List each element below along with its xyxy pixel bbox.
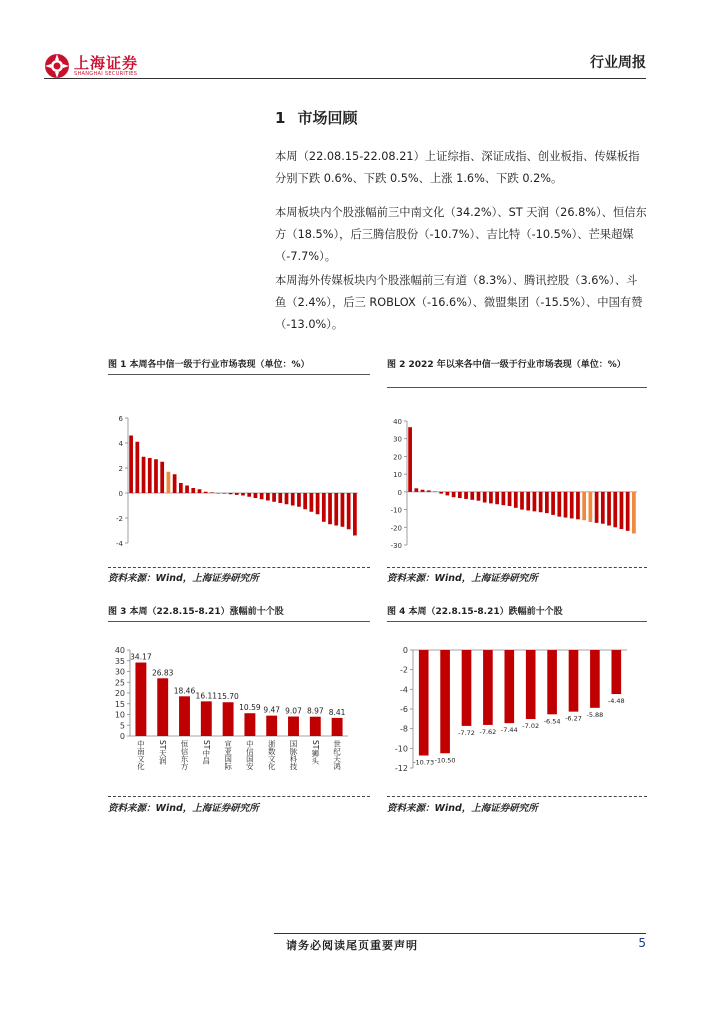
fig4-chart bbox=[387, 640, 647, 790]
fig2-source-rule bbox=[387, 567, 647, 568]
fig3-category-label: 浙数文化 bbox=[267, 740, 277, 770]
fig1-bar bbox=[185, 486, 189, 494]
fig1-bar bbox=[285, 493, 289, 504]
fig3-y-tick-label: 20 bbox=[114, 689, 125, 698]
fig2-bar bbox=[439, 492, 443, 494]
fig1-bar bbox=[235, 493, 239, 495]
fig2-chart bbox=[387, 405, 647, 560]
fig1-bar bbox=[129, 436, 133, 494]
fig4-data-label: -10.50 bbox=[434, 756, 456, 765]
fig1-bar bbox=[334, 493, 338, 526]
fig4-y-tick-label: -10 bbox=[394, 744, 408, 754]
fig4-data-label: -7.62 bbox=[479, 727, 497, 736]
fig2-bar bbox=[452, 492, 456, 497]
fig2-bar bbox=[477, 492, 481, 501]
fig1-source-rule bbox=[108, 567, 370, 568]
fig4-y-tick-label: -4 bbox=[400, 685, 408, 695]
fig4-data-label: -4.48 bbox=[607, 697, 625, 706]
fig2-bar bbox=[545, 492, 549, 513]
fig2-bar bbox=[501, 492, 505, 505]
fig4-y-tick-label: -8 bbox=[400, 724, 408, 734]
fig2-bar bbox=[533, 492, 537, 511]
fig2-bar bbox=[570, 492, 574, 519]
fig2-y-tick-label: 30 bbox=[393, 435, 402, 444]
fig3-category-label: 中信国安 bbox=[245, 740, 255, 770]
fig1-bar bbox=[229, 493, 233, 494]
fig3-data-label: 16.11 bbox=[195, 691, 218, 701]
fig3-y-tick-label: 5 bbox=[119, 721, 125, 731]
fig3-bar bbox=[288, 716, 299, 736]
fig3-y-tick-label: 15 bbox=[114, 699, 125, 709]
paragraph-overseas-stocks: 本周海外传媒板块内个股涨幅前三有道（8.3%）、腾讯控股（3.6%）、斗鱼（2.4%），后三 ROBLOX（-16.6%）、微盟集团（-15.5%）、中国有赞（-13.0%）。 bbox=[275, 274, 643, 331]
fig2-bar bbox=[489, 492, 493, 504]
fig1-chart bbox=[108, 400, 370, 560]
fig4-bar bbox=[419, 650, 429, 756]
fig1-bar bbox=[222, 493, 226, 494]
fig1-bar bbox=[278, 493, 282, 503]
fig2-y-tick-label: -10 bbox=[390, 506, 402, 515]
fig1-bar bbox=[191, 488, 195, 493]
fig1-bar bbox=[148, 458, 152, 493]
fig1-bar bbox=[160, 462, 164, 493]
fig3-y-tick-label: 10 bbox=[114, 710, 125, 720]
fig3-category-label: 宣亚国际 bbox=[223, 740, 233, 770]
fig3-bar bbox=[201, 701, 212, 736]
fig2-bar bbox=[526, 492, 530, 511]
fig2-bar bbox=[514, 492, 518, 508]
fig1-y-tick-label: -4 bbox=[116, 540, 123, 548]
fig3-chart bbox=[108, 640, 370, 790]
fig3-category-label: 恒信东方 bbox=[180, 740, 189, 770]
fig1-y-tick-label: 6 bbox=[118, 415, 123, 423]
logo-subtext: SHANGHAI SECURITIES bbox=[74, 70, 138, 77]
fig1-bar bbox=[347, 493, 351, 529]
fig2-bar bbox=[433, 492, 437, 493]
fig1-bar bbox=[167, 472, 171, 493]
fig1-bar bbox=[241, 493, 245, 496]
fig1-bar bbox=[341, 493, 345, 527]
fig1-bar bbox=[322, 493, 326, 522]
fig1-y-tick-label: 4 bbox=[118, 440, 123, 448]
fig4-data-label: -7.02 bbox=[522, 722, 540, 731]
fig2-bar bbox=[607, 492, 611, 526]
fig4-bar bbox=[590, 650, 600, 708]
fig4-source-rule bbox=[387, 796, 647, 797]
fig2-bar bbox=[470, 492, 474, 500]
fig3-data-label: 8.97 bbox=[306, 706, 324, 716]
logo-icon bbox=[44, 53, 70, 79]
fig4-bar bbox=[504, 650, 514, 723]
fig3-category-label: ST天润 bbox=[158, 740, 168, 765]
fig4-source: 资料来源：Wind，上海证券研究所 bbox=[387, 803, 538, 814]
fig1-bar bbox=[260, 493, 264, 499]
fig1-bar bbox=[254, 493, 258, 498]
fig1-bar bbox=[210, 492, 214, 493]
fig3-category-label: ST狮头 bbox=[310, 740, 320, 765]
fig2-bar bbox=[427, 490, 431, 491]
fig2-y-tick-label: 0 bbox=[397, 488, 402, 497]
fig3-y-tick-label: 25 bbox=[114, 678, 125, 688]
section-heading: 市场回顾 bbox=[297, 109, 358, 127]
fig4-bar bbox=[483, 650, 493, 725]
fig3-data-label: 9.07 bbox=[285, 706, 302, 716]
fig2-bar bbox=[464, 492, 468, 499]
fig4-bar bbox=[462, 650, 472, 726]
fig1-y-tick-label: -2 bbox=[116, 515, 123, 523]
fig1-bar bbox=[272, 493, 276, 502]
fig3-y-tick-label: 35 bbox=[114, 656, 125, 666]
fig1-bar bbox=[266, 493, 270, 501]
fig3-category-label: ST中昌 bbox=[201, 740, 211, 765]
fig2-bar bbox=[620, 492, 624, 529]
fig2-bar bbox=[520, 492, 524, 510]
fig4-y-tick-label: -12 bbox=[394, 764, 408, 773]
fig3-data-label: 34.17 bbox=[130, 652, 152, 662]
fig1-bar bbox=[328, 493, 332, 524]
paragraph-sector-stocks: 本周板块内个股涨幅前三中南文化（34.2%）、ST 天润（26.8%）、恒信东方（18.5%），后三腾信股份（-10.7%）、吉比特（-10.5%）、芒果超媒（-7.7%）。 bbox=[275, 206, 647, 263]
fig4-bar bbox=[547, 650, 557, 714]
fig4-title: 图 4 本周（22.8.15-8.21）跌幅前十个股 bbox=[387, 607, 563, 617]
fig3-data-label: 9.47 bbox=[263, 705, 281, 715]
fig2-bar bbox=[458, 492, 462, 498]
section-title bbox=[275, 107, 357, 128]
fig1-bar bbox=[247, 493, 251, 497]
fig3-data-label: 10.59 bbox=[239, 703, 261, 713]
fig3-bar bbox=[179, 696, 190, 736]
fig4-bar bbox=[440, 650, 450, 753]
fig3-bar bbox=[157, 678, 168, 736]
fig3-category-label: 世纪天鸿 bbox=[332, 740, 342, 770]
fig4-y-tick-label: 0 bbox=[402, 646, 408, 655]
fig4-title-rule bbox=[387, 621, 647, 622]
fig4-data-label: -6.54 bbox=[543, 717, 561, 726]
fig2-y-tick-label: 10 bbox=[393, 471, 402, 480]
fig1-bar bbox=[303, 493, 307, 509]
fig1-bar bbox=[310, 493, 314, 512]
fig3-bar bbox=[266, 716, 277, 736]
fig2-bar bbox=[589, 492, 593, 522]
fig3-source: 资料来源：Wind，上海证券研究所 bbox=[108, 803, 259, 814]
fig2-bar bbox=[582, 492, 586, 520]
fig2-bar bbox=[557, 492, 561, 517]
fig3-y-tick-label: 0 bbox=[119, 732, 125, 741]
fig3-bar bbox=[310, 717, 321, 736]
fig3-bar bbox=[244, 713, 255, 736]
fig2-bar bbox=[564, 492, 568, 518]
fig1-bar bbox=[198, 489, 202, 493]
fig3-title: 图 3 本周（22.8.15-8.21）涨幅前十个股 bbox=[108, 607, 284, 617]
fig1-bar bbox=[173, 474, 177, 493]
logo-text: 上海证券 bbox=[74, 53, 139, 72]
fig3-y-tick-label: 30 bbox=[114, 667, 125, 677]
fig4-y-tick-label: -2 bbox=[400, 665, 408, 675]
fig2-bar bbox=[414, 488, 418, 492]
fig2-bar bbox=[626, 492, 630, 531]
fig2-bar bbox=[595, 492, 599, 523]
fig4-bar bbox=[611, 650, 621, 694]
footer-divider bbox=[274, 933, 646, 934]
fig2-bar bbox=[421, 490, 425, 492]
fig2-y-tick-label: 40 bbox=[393, 418, 402, 426]
fig4-y-tick-label: -6 bbox=[400, 705, 408, 714]
fig3-source-rule bbox=[108, 796, 370, 797]
fig1-bar bbox=[179, 483, 183, 493]
fig2-bar bbox=[632, 492, 636, 534]
fig3-bar bbox=[135, 663, 146, 736]
fig2-bar bbox=[483, 492, 487, 503]
fig2-bar bbox=[613, 492, 617, 527]
fig4-bar bbox=[526, 650, 536, 719]
fig4-data-label: -5.88 bbox=[586, 710, 604, 719]
fig2-title-rule bbox=[387, 387, 647, 388]
fig1-y-tick-label: 0 bbox=[118, 490, 123, 498]
fig4-bar bbox=[569, 650, 579, 712]
fig2-bar bbox=[576, 492, 580, 519]
fig3-data-label: 26.83 bbox=[151, 668, 174, 678]
fig2-title: 图 2 2022 年以来各中信一级于行业市场表现（单位：%） bbox=[387, 360, 626, 370]
fig1-bar bbox=[142, 457, 146, 493]
fig1-source: 资料来源：Wind，上海证券研究所 bbox=[108, 573, 259, 584]
fig4-data-label: -6.27 bbox=[565, 714, 582, 723]
fig2-bar bbox=[539, 492, 543, 512]
page-number: 5 bbox=[638, 936, 646, 950]
fig3-data-label: 8.41 bbox=[328, 707, 346, 717]
fig2-y-tick-label: -30 bbox=[390, 542, 402, 550]
fig4-data-label: -10.73 bbox=[413, 758, 435, 767]
fig1-bar bbox=[297, 493, 301, 507]
fig3-category-label: 中南文化 bbox=[136, 740, 146, 770]
fig1-bar bbox=[204, 492, 208, 493]
fig4-data-label: -7.72 bbox=[458, 728, 475, 737]
fig2-bar bbox=[495, 492, 499, 504]
fig4-data-label: -7.44 bbox=[500, 726, 518, 735]
fig1-bar bbox=[154, 459, 158, 493]
fig2-bar bbox=[446, 492, 450, 496]
fig1-y-tick-label: 2 bbox=[118, 465, 123, 473]
section-number: 1 bbox=[275, 109, 286, 127]
fig2-bar bbox=[551, 492, 555, 515]
fig2-bar bbox=[408, 427, 412, 492]
fig2-y-tick-label: 20 bbox=[393, 453, 402, 462]
company-logo bbox=[44, 53, 138, 79]
fig3-title-rule bbox=[108, 621, 370, 622]
fig2-source: 资料来源：Wind，上海证券研究所 bbox=[387, 573, 538, 584]
fig1-bar bbox=[291, 493, 295, 506]
fig1-title: 图 1 本周各中信一级于行业市场表现（单位：%） bbox=[108, 360, 310, 370]
fig1-bar bbox=[216, 493, 220, 494]
fig1-bar bbox=[135, 442, 139, 493]
fig1-title-rule bbox=[108, 374, 370, 375]
fig3-data-label: 15.70 bbox=[217, 692, 239, 702]
fig2-bar bbox=[508, 492, 512, 506]
fig1-bar bbox=[353, 493, 357, 536]
fig1-bar bbox=[316, 493, 320, 514]
report-type: 行业周报 bbox=[590, 55, 646, 71]
fig3-data-label: 18.46 bbox=[173, 686, 196, 696]
fig3-bar bbox=[223, 702, 234, 736]
fig2-y-tick-label: -20 bbox=[390, 524, 402, 533]
fig2-bar bbox=[601, 492, 605, 524]
footer-disclaimer: 请务必阅读尾页重要声明 bbox=[286, 939, 418, 952]
fig3-bar bbox=[332, 718, 343, 736]
header-divider bbox=[44, 78, 646, 79]
paragraph-index-performance: 本周（22.08.15-22.08.21）上证综指、深证成指、创业板指、传媒板指分别下跌 0.6%、下跌 0.5%、上涨 1.6%、下跌 0.2%。 bbox=[275, 150, 640, 185]
fig3-y-tick-label: 40 bbox=[114, 646, 125, 655]
fig3-category-label: 国脉科技 bbox=[289, 740, 298, 770]
